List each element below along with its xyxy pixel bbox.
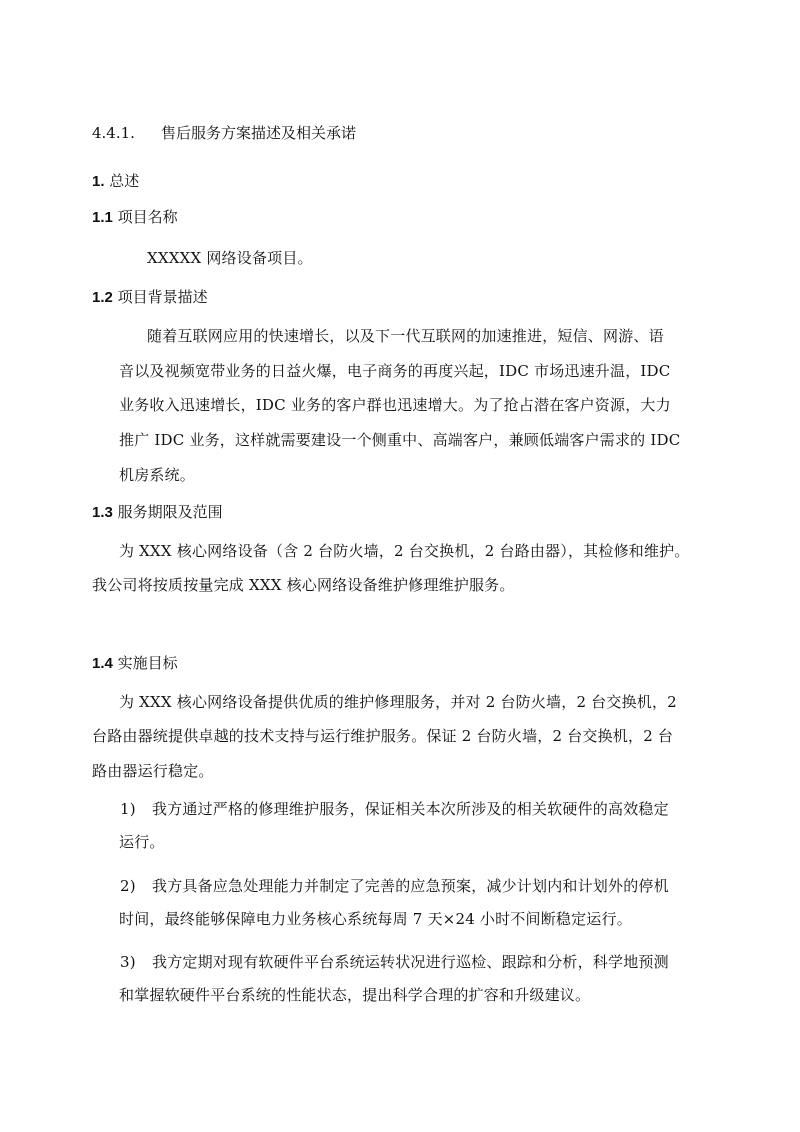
heading-1-1-number: 1.1: [92, 209, 113, 226]
project-name-paragraph: XXXXX 网络设备项目。: [147, 249, 313, 267]
heading-1-1-title: 项目名称: [117, 208, 178, 226]
heading-1-4: [92, 653, 178, 674]
heading-1-3-number: 1.3: [92, 504, 113, 521]
list-marker: 1): [120, 800, 136, 818]
paragraph-line: 为 XXX 核心网络设备提供优质的维护修理服务，并对 2 台防火墙，2 台交换机，2: [119, 693, 677, 711]
heading-1-number: 1.: [92, 173, 105, 190]
heading-1-1: [92, 207, 178, 228]
list-item-line: 时间，最终能够保障电力业务核心系统每周 7 天×24 小时不间断稳定运行。: [119, 910, 632, 928]
paragraph-line: 业务收入迅速增长，IDC 业务的客户群也迅速增大。为了抢占潜在客户资源，大力: [119, 396, 671, 414]
heading-1-3-title: 服务期限及范围: [117, 503, 223, 521]
section-title: 售后服务方案描述及相关承诺: [160, 124, 356, 142]
list-item-line: 和掌握软硬件平台系统的性能状态，提出科学合理的扩容和升级建议。: [119, 986, 591, 1004]
paragraph-line: 台路由器统提供卓越的技术支持与运行维护服务。保证 2 台防火墙，2 台交换机，2 台: [92, 727, 674, 745]
list-item-line: 运行。: [119, 833, 165, 851]
list-item-line: 我方定期对现有软硬件平台系统运转状况进行巡检、跟踪和分析，科学地预测: [152, 953, 669, 971]
list-item-line: 我方通过严格的修理维护服务，保证相关本次所涉及的相关软硬件的高效稳定: [152, 800, 669, 818]
paragraph-line: 推广 IDC 业务，这样就需要建设一个侧重中、高端客户，兼顾低端客户需求的 IDC: [119, 431, 681, 449]
heading-1-3: [92, 502, 223, 523]
heading-1-2: [92, 287, 208, 308]
section-number: 4.4.1.: [92, 124, 135, 142]
section-heading: [92, 123, 356, 143]
list-marker: 2): [120, 877, 136, 895]
list-item-line: 我方具备应急处理能力并制定了完善的应急预案，减少计划内和计划外的停机: [152, 877, 669, 895]
paragraph-line: 为 XXX 核心网络设备（含 2 台防火墙，2 台交换机，2 台路由器），其检修和维护。: [119, 542, 690, 560]
heading-1-2-number: 1.2: [92, 289, 113, 306]
paragraph-line: 随着互联网应用的快速增长，以及下一代互联网的加速推进，短信、网游、语: [147, 327, 664, 345]
heading-1-title: 总述: [109, 172, 140, 190]
heading-1-4-number: 1.4: [92, 655, 113, 672]
heading-1-4-title: 实施目标: [117, 654, 178, 672]
list-marker: 3): [120, 953, 136, 971]
paragraph-line: 我公司将按质按量完成 XXX 核心网络设备维护修理维护服务。: [92, 576, 515, 594]
heading-1: [92, 171, 139, 192]
paragraph-line: 音以及视频宽带业务的日益火爆，电子商务的再度兴起，IDC 市场迅速升温，IDC: [119, 362, 671, 380]
paragraph-line: 机房系统。: [119, 466, 196, 484]
paragraph-line: 路由器运行稳定。: [92, 762, 214, 780]
heading-1-2-title: 项目背景描述: [117, 288, 208, 306]
